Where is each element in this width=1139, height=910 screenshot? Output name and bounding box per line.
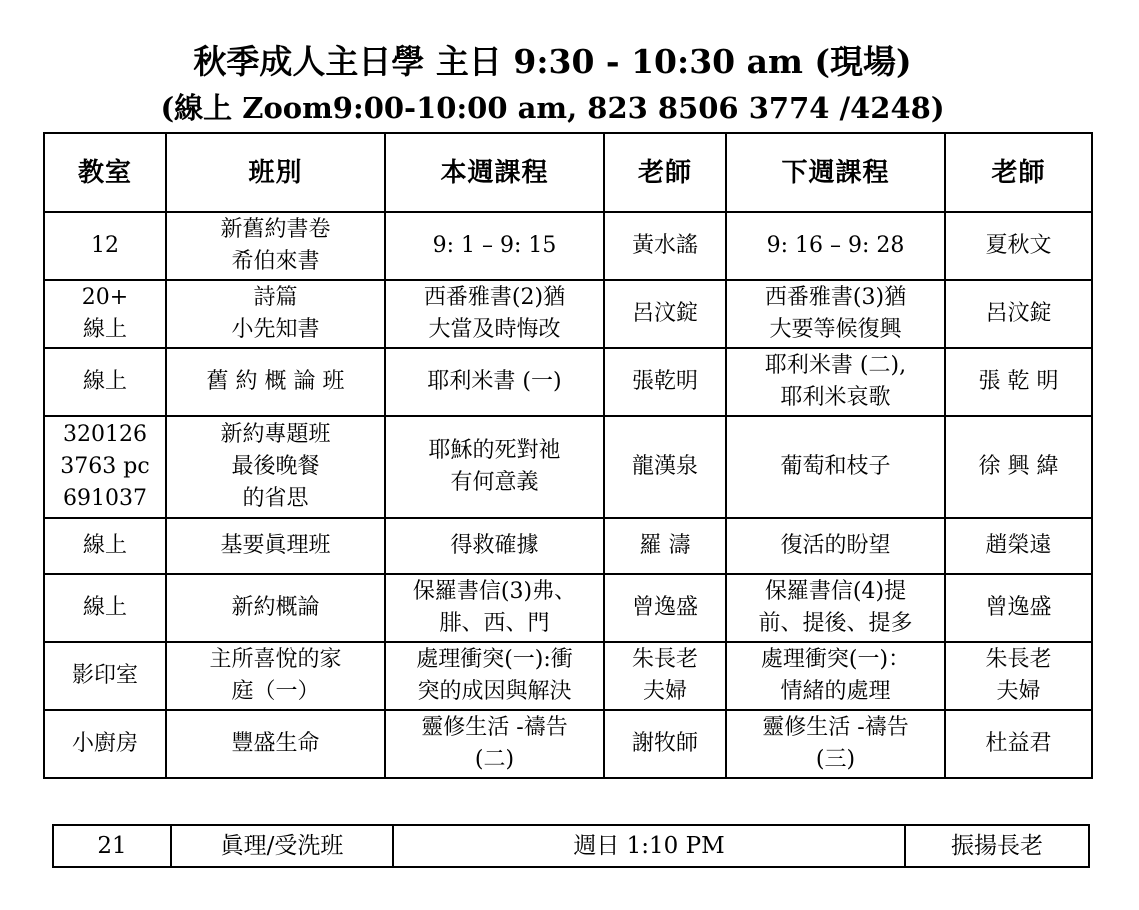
cell-line: 朱長老 (985, 647, 1052, 672)
table-row (44, 416, 1092, 518)
class-cell (166, 710, 385, 778)
table-row (44, 710, 1092, 778)
this-week-cell (385, 574, 604, 642)
cell-line: 20+ (81, 285, 129, 310)
header-room: 教室 (44, 133, 166, 212)
cell-line: 前、提後、提多 (758, 611, 913, 636)
cell-line: 張乾明 (631, 369, 698, 394)
cell-line: 9: 16 – 9: 28 (766, 233, 905, 258)
cell-line: (二) (474, 747, 515, 772)
cell-line: 新舊約書卷 (220, 217, 331, 242)
teacher-cell (604, 212, 726, 280)
header-this-week: 本週課程 (385, 133, 604, 212)
cell-line: 徐 興 緯 (978, 454, 1059, 479)
this-week-cell (385, 348, 604, 416)
next-teacher-cell (945, 642, 1092, 710)
teacher-cell (604, 710, 726, 778)
cell-line: 西番雅書(2)猶 (423, 285, 566, 310)
cell-line: (三) (815, 747, 856, 772)
class-cell (166, 642, 385, 710)
cell-line: 龍漢泉 (631, 454, 698, 479)
this-week-cell (385, 416, 604, 518)
cell-line: 保羅書信(3)弗、 (412, 579, 577, 604)
table-row (44, 280, 1092, 348)
cell-line: 線上 (82, 595, 127, 620)
room-cell (44, 348, 166, 416)
cell-line: 希伯來書 (231, 249, 320, 274)
teacher-cell (604, 348, 726, 416)
cell-line: 得救確據 (450, 533, 539, 558)
next-week-cell (726, 416, 945, 518)
cell-line: 曾逸盛 (985, 595, 1052, 620)
cell-line: 葡萄和枝子 (780, 454, 891, 479)
teacher-cell (604, 518, 726, 574)
cell-line: 靈修生活 -禱告 (421, 715, 568, 740)
cell-line: 大當及時悔改 (428, 317, 561, 342)
next-teacher-cell (945, 518, 1092, 574)
cell-line: 3763 pc (60, 454, 150, 479)
teacher-cell (604, 280, 726, 348)
cell-line: 謝牧師 (631, 731, 698, 756)
room-cell (44, 710, 166, 778)
table-row (44, 348, 1092, 416)
cell-line: 復活的盼望 (780, 533, 891, 558)
cell-line: 呂汶錠 (985, 301, 1052, 326)
cell-line: 處理衝突(一):衝 (416, 647, 573, 672)
room-cell (44, 642, 166, 710)
class-cell (166, 348, 385, 416)
class-cell (166, 212, 385, 280)
cell-line: 耶利米書 (二), (764, 353, 907, 378)
cell-line: 影印室 (71, 663, 138, 688)
cell-line: 線上 (82, 317, 127, 342)
cell-line: 小廚房 (71, 731, 138, 756)
schedule-table (43, 132, 1093, 779)
teacher-cell (604, 642, 726, 710)
table-row (44, 642, 1092, 710)
teacher-cell (604, 416, 726, 518)
this-week-cell (385, 212, 604, 280)
room-cell: 21 (53, 825, 171, 867)
header-next-week: 下週課程 (726, 133, 945, 212)
cell-line: 新約概論 (231, 595, 320, 620)
next-week-cell (726, 642, 945, 710)
cell-line: 新約專題班 (220, 422, 331, 447)
this-week-cell (385, 710, 604, 778)
cell-line: 黃水謠 (631, 233, 698, 258)
table-row (53, 825, 1089, 867)
cell-line: 基要眞理班 (220, 533, 331, 558)
cell-line: 的省思 (242, 486, 309, 511)
cell-line: 杜益君 (985, 731, 1052, 756)
page-title: 秋季成人主日學 主日 9:30 - 10:30 am (現場) (193, 42, 912, 81)
cell-line: 大要等候復興 (769, 317, 902, 342)
next-week-cell (726, 710, 945, 778)
next-teacher-cell (945, 212, 1092, 280)
this-week-cell (385, 642, 604, 710)
class-cell (166, 416, 385, 518)
class-cell: 眞理/受洗班 (171, 825, 393, 867)
cell-line: 小先知書 (231, 317, 320, 342)
cell-line: 羅 濤 (639, 533, 691, 558)
next-teacher-cell (945, 710, 1092, 778)
next-week-cell (726, 280, 945, 348)
cell-line: 夫婦 (642, 679, 687, 704)
room-cell (44, 280, 166, 348)
room-cell (44, 416, 166, 518)
table-row (44, 212, 1092, 280)
cell-line: 有何意義 (450, 470, 539, 495)
next-week-cell (726, 518, 945, 574)
teacher-cell (604, 574, 726, 642)
cell-line: 詩篇 (253, 285, 298, 310)
baptism-class-table (52, 824, 1090, 868)
next-teacher-cell (945, 348, 1092, 416)
cell-line: 腓、西、門 (439, 611, 550, 636)
cell-line: 691037 (63, 486, 147, 511)
header-next-teacher: 老師 (945, 133, 1092, 212)
cell-line: 9: 1 – 9: 15 (432, 233, 557, 258)
room-cell (44, 574, 166, 642)
room-cell (44, 518, 166, 574)
cell-line: 320126 (63, 422, 147, 447)
cell-line: 夏秋文 (985, 233, 1052, 258)
this-week-cell (385, 280, 604, 348)
header-class: 班別 (166, 133, 385, 212)
cell-line: 西番雅書(3)猶 (764, 285, 907, 310)
table-row (44, 574, 1092, 642)
header-row (44, 133, 1092, 212)
cell-line: 線上 (82, 533, 127, 558)
this-week-cell (385, 518, 604, 574)
teacher-cell: 振揚長老 (905, 825, 1089, 867)
cell-line: 豐盛生命 (231, 731, 320, 756)
cell-line: 夫婦 (996, 679, 1041, 704)
cell-line: 耶穌的死對祂 (428, 438, 561, 463)
table-row (44, 518, 1092, 574)
cell-line: 主所喜悅的家 (209, 647, 342, 672)
cell-line: 耶利米哀歌 (780, 385, 891, 410)
cell-line: 呂汶錠 (631, 301, 698, 326)
cell-line: 情緒的處理 (780, 679, 891, 704)
next-week-cell (726, 212, 945, 280)
cell-line: 最後晚餐 (231, 454, 320, 479)
cell-line: 張 乾 明 (978, 369, 1059, 394)
room-cell (44, 212, 166, 280)
cell-line: 線上 (82, 369, 127, 394)
cell-line: 朱長老 (631, 647, 698, 672)
next-teacher-cell (945, 574, 1092, 642)
class-cell (166, 574, 385, 642)
cell-line: 耶利米書 (一) (427, 369, 562, 394)
cell-line: 靈修生活 -禱告 (762, 715, 909, 740)
cell-line: 趙榮遠 (985, 533, 1052, 558)
cell-line: 12 (91, 233, 119, 258)
next-teacher-cell (945, 416, 1092, 518)
cell-line: 舊 約 概 論 班 (206, 369, 345, 394)
next-teacher-cell (945, 280, 1092, 348)
cell-line: 曾逸盛 (631, 595, 698, 620)
cell-line: 突的成因與解決 (417, 679, 572, 704)
page-subtitle: (線上 Zoom9:00-10:00 am, 823 8506 3774 /4248) (160, 91, 945, 125)
next-week-cell (726, 348, 945, 416)
class-cell (166, 518, 385, 574)
cell-line: 保羅書信(4)提 (764, 579, 907, 604)
cell-line: 庭（一） (231, 679, 320, 704)
class-cell (166, 280, 385, 348)
cell-line: 處理衝突(一)： (760, 647, 911, 672)
next-week-cell (726, 574, 945, 642)
time-cell: 週日 1:10 PM (393, 825, 905, 867)
header-teacher: 老師 (604, 133, 726, 212)
